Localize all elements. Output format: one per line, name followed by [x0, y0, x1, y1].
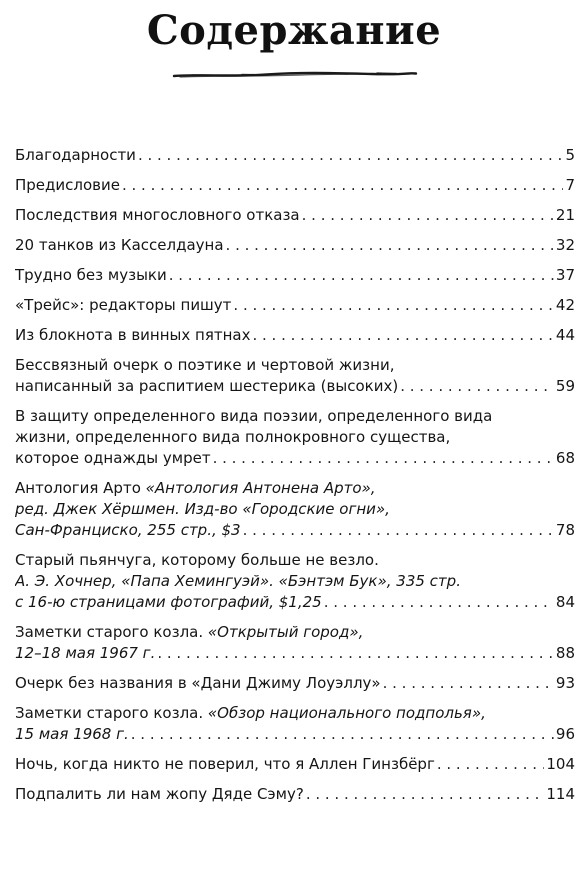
toc-entry-text	[15, 295, 231, 316]
toc-page-number: 104	[546, 755, 575, 773]
toc-dot-leader	[233, 295, 554, 316]
toc-entry-title-text: Очерк без названия в «Дани Джиму Лоуэллу»	[15, 674, 381, 692]
toc-entry	[15, 145, 575, 166]
toc-dot-leader	[252, 325, 553, 346]
toc-entry-final-line	[15, 754, 575, 775]
toc-entry-italic-text: «Открытый город»,	[207, 623, 364, 641]
toc-entry-italic-text: ред. Джек Хёршмен. Изд-во «Городские огни»,	[15, 500, 390, 518]
toc-entry-title-text: Трудно без музыки	[15, 266, 167, 284]
title-underline-stroke	[172, 68, 418, 80]
toc-entry-line	[15, 499, 575, 520]
toc-dot-leader	[213, 448, 554, 469]
toc-page-number: 78	[555, 521, 575, 539]
toc-dot-leader	[157, 643, 554, 664]
toc-dot-leader	[122, 175, 563, 196]
toc-entry-line	[15, 478, 575, 499]
toc-entry-italic-text: Сан-Франциско, 255 стр., $3	[15, 521, 241, 539]
toc-dot-leader	[400, 376, 554, 397]
toc-entry-final-line	[15, 295, 575, 316]
toc-page-number: 114	[546, 785, 575, 803]
toc-entry-text	[15, 784, 304, 805]
toc-entry-final-line	[15, 325, 575, 346]
toc-entry	[15, 265, 575, 286]
toc-entry-text	[15, 235, 224, 256]
toc-entry	[15, 703, 575, 745]
toc-entry-text	[15, 724, 129, 745]
toc-dot-leader	[243, 520, 554, 541]
toc-entry-final-line	[15, 145, 575, 166]
toc-page-number: 42	[555, 296, 575, 314]
toc-entry	[15, 478, 575, 541]
toc-entry-italic-text: 15 мая 1968 г.	[15, 725, 129, 743]
toc-entry-italic-text: А. Э. Хочнер, «Папа Хемингуэй». «Бэнтэм Бук», 335 стр.	[15, 572, 461, 590]
toc-page-number: 21	[555, 206, 575, 224]
toc-entry-text	[15, 145, 136, 166]
toc-entry-final-line	[15, 724, 575, 745]
toc-entry	[15, 235, 575, 256]
toc-entry	[15, 406, 575, 469]
toc-entry-title-text: Заметки старого козла.	[15, 704, 208, 722]
toc-entry-italic-text: с 16-ю страницами фотографий, $1,25	[15, 593, 322, 611]
toc-entry-title-text: Старый пьянчуга, которому больше не везло.	[15, 551, 379, 569]
toc-entry-final-line	[15, 265, 575, 286]
toc-entry-title-text: «Трейс»: редакторы пишут	[15, 296, 232, 314]
toc-entry-final-line	[15, 784, 575, 805]
toc-entry-line	[15, 571, 575, 592]
toc-entry-text	[15, 592, 322, 613]
toc-entry-text	[15, 376, 398, 397]
table-of-contents	[15, 145, 575, 814]
toc-entry-line	[15, 355, 575, 376]
toc-page-number: 84	[555, 593, 575, 611]
toc-dot-leader	[306, 784, 545, 805]
toc-dot-leader	[324, 592, 554, 613]
toc-entry	[15, 205, 575, 226]
toc-dot-leader	[169, 265, 554, 286]
toc-entry	[15, 673, 575, 694]
toc-entry	[15, 355, 575, 397]
toc-entry-title-text: жизни, определенного вида полнокровного существа,	[15, 428, 451, 446]
toc-entry-final-line	[15, 175, 575, 196]
toc-entry	[15, 175, 575, 196]
toc-entry-italic-text: 12–18 мая 1967 г.	[15, 644, 156, 662]
toc-entry-text	[15, 205, 300, 226]
toc-page-number: 96	[555, 725, 575, 743]
toc-page-number: 88	[555, 644, 575, 662]
toc-entry-final-line	[15, 592, 575, 613]
toc-dot-leader	[131, 724, 554, 745]
toc-page-number: 68	[555, 449, 575, 467]
toc-entry-title-text: Предисловие	[15, 176, 120, 194]
toc-entry-title-text: Подпалить ли нам жопу Дяде Сэму?	[15, 785, 304, 803]
toc-entry-text	[15, 673, 381, 694]
toc-entry-italic-text: «Антология Антонена Арто»,	[145, 479, 376, 497]
toc-entry-title-text: Из блокнота в винных пятнах	[15, 326, 251, 344]
toc-dot-leader	[383, 673, 554, 694]
toc-entry-title-text: которое однажды умрет	[15, 449, 211, 467]
toc-entry-title-text: Антология Арто	[15, 479, 146, 497]
toc-entry-final-line	[15, 673, 575, 694]
toc-entry-final-line	[15, 448, 575, 469]
toc-page-number: 5	[565, 146, 575, 164]
toc-page-number: 59	[555, 377, 575, 395]
toc-entry-title-text: Последствия многословного отказа	[15, 206, 300, 224]
toc-entry-title-text: Заметки старого козла.	[15, 623, 208, 641]
toc-dot-leader	[138, 145, 564, 166]
toc-entry-final-line	[15, 643, 575, 664]
toc-entry-title-text: Ночь, когда никто не поверил, что я Аллен Гинзбёрг	[15, 755, 435, 773]
toc-entry	[15, 325, 575, 346]
toc-entry-final-line	[15, 376, 575, 397]
toc-entry-line	[15, 550, 575, 571]
toc-entry-text	[15, 448, 211, 469]
toc-entry-text	[15, 265, 167, 286]
toc-dot-leader	[302, 205, 554, 226]
toc-entry-line	[15, 703, 575, 724]
toc-dot-leader	[437, 754, 545, 775]
toc-entry-title-text: Благодарности	[15, 146, 136, 164]
toc-page-number: 37	[555, 266, 575, 284]
toc-entry-line	[15, 406, 575, 427]
toc-entry-italic-text: «Обзор национального подполья»,	[207, 704, 486, 722]
toc-entry-text	[15, 520, 241, 541]
toc-entry-title-text: Бессвязный очерк о поэтике и чертовой жизни,	[15, 356, 395, 374]
toc-entry	[15, 295, 575, 316]
toc-entry	[15, 622, 575, 664]
toc-entry	[15, 784, 575, 805]
toc-entry-final-line	[15, 205, 575, 226]
toc-entry-title-text: 20 танков из Касселдауна	[15, 236, 224, 254]
toc-entry	[15, 754, 575, 775]
toc-entry-text	[15, 325, 250, 346]
page-title: Содержание	[146, 7, 442, 54]
toc-entry-title-text: В защиту определенного вида поэзии, определенного вида	[15, 407, 493, 425]
toc-entry-final-line	[15, 235, 575, 256]
toc-page-number: 93	[555, 674, 575, 692]
toc-page-number: 7	[565, 176, 575, 194]
toc-entry-final-line	[15, 520, 575, 541]
toc-entry-text	[15, 643, 155, 664]
toc-entry-text	[15, 175, 120, 196]
toc-dot-leader	[226, 235, 554, 256]
toc-entry-line	[15, 622, 575, 643]
toc-entry-line	[15, 427, 575, 448]
toc-entry-title-text: написанный за распитием шестерика (высоких)	[15, 377, 399, 395]
toc-page-number: 32	[555, 236, 575, 254]
toc-page-number: 44	[555, 326, 575, 344]
toc-entry-text	[15, 754, 435, 775]
toc-entry	[15, 550, 575, 613]
